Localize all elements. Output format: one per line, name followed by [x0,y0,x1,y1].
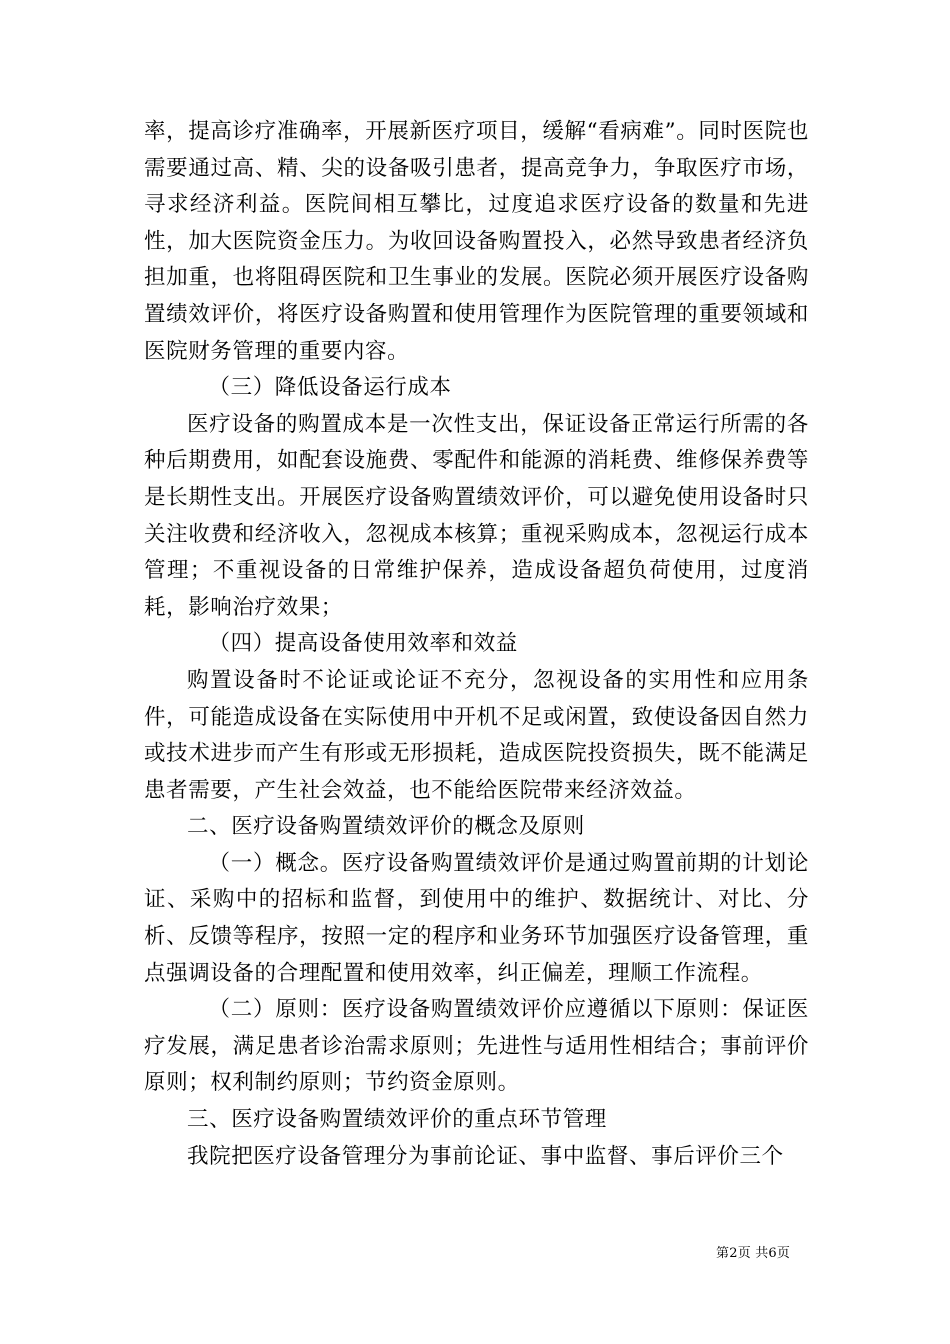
section-heading-4: （四）提高设备使用效率和效益 [208,631,518,657]
chapter-heading-3: 三、医疗设备购置绩效评价的重点环节管理 [187,1107,607,1133]
footer-total-pages: 6 [768,1246,777,1261]
page-footer [716,1246,790,1262]
footer-mid: 页 共 [737,1246,769,1261]
paragraph-management: 我院把医疗设备管理分为事前论证、事中监督、事后评价三个 [187,1143,784,1169]
footer-prefix: 第 [716,1246,730,1261]
paragraph-concept: （一）概念。医疗设备购置绩效评价是通过购置前期的计划论证、采购中的招标和监督，到使用中的维护、数据统计、对比、分析、反馈等程序，按照一定的程序和业务环节加强医疗设备管理，重点强调设备的合理配置和使用效率，纠正偏差，理顺工作流程。 [144,850,809,986]
chapter-heading-2: 二、医疗设备购置绩效评价的概念及原则 [187,814,585,840]
paragraph-operating-cost: 医疗设备的购置成本是一次性支出，保证设备正常运行所需的各种后期费用，如配套设施费、零配件和能源的消耗费、维修保养费等是长期性支出。开展医疗设备购置绩效评价，可以避免使用设备时只关注收费和经济收入，忽视成本核算；重视采购成本，忽视运行成本管理；不重视设备的日常维护保养，造成设备超负荷使用，过度消耗，影响治疗效果； [144,411,809,620]
paragraph-principles: （二）原则：医疗设备购置绩效评价应遵循以下原则：保证医疗发展，满足患者诊治需求原则；先进性与适用性相结合；事前评价原则；权利制约原则；节约资金原则。 [144,997,809,1096]
document-body [144,114,809,1175]
footer-current-page: 2 [729,1246,738,1261]
paragraph-efficiency: 购置设备时不论证或论证不充分，忽视设备的实用性和应用条件，可能造成设备在实际使用中开机不足或闲置，致使设备因自然力或技术进步而产生有形或无形损耗，造成医院投资损失，既不能满足患者需要，产生社会效益，也不能给医院带来经济效益。 [144,667,809,803]
section-heading-3: （三）降低设备运行成本 [208,375,452,401]
paragraph-continuation: 率，提高诊疗准确率，开展新医疗项目，缓解“看病难”。同时医院也需要通过高、精、尖的设备吸引患者，提高竞争力，争取医疗市场，寻求经济利益。医院间相互攀比，过度追求医疗设备的数量和先进性，加大医院资金压力。为收回设备购置投入，必然导致患者经济负担加重，也将阻碍医院和卫生事业的发展。医院必须开展医疗设备购置绩效评价，将医疗设备购置和使用管理作为医院管理的重要领域和医院财务管理的重要内容。 [144,119,809,364]
footer-suffix: 页 [776,1246,791,1261]
